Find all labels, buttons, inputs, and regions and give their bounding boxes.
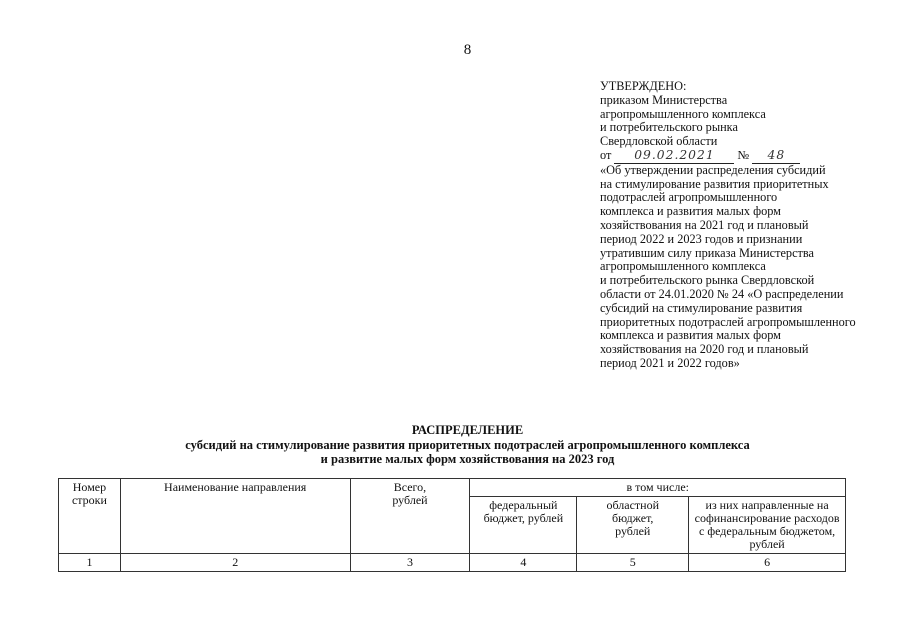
- index-cell: 2: [120, 554, 350, 572]
- handwritten-date: 09.02.2021: [614, 149, 734, 164]
- index-cell: 3: [350, 554, 470, 572]
- header-federal-budget: федеральный бюджет, рублей: [470, 497, 577, 554]
- approval-line: агропромышленного комплекса: [600, 106, 766, 121]
- decree-title-line: и потребительского рынка Свердловской: [600, 273, 815, 288]
- header-cofinancing: из них направленные на софинансирование расходов с федеральным бюджетом, рублей: [689, 497, 846, 554]
- distribution-table: [58, 478, 846, 572]
- document-subtitle-line-2: и развитие малых форм хозяйствования на 2023 год: [320, 452, 615, 466]
- document-title: РАСПРЕДЕЛЕНИЕ: [411, 423, 524, 437]
- header-row-number: Номер строки: [59, 479, 121, 554]
- decree-title-line: хозяйствования на 2020 год и плановый: [600, 342, 809, 357]
- header-including: в том числе:: [470, 479, 846, 497]
- decree-title-line: на стимулирование развития приоритетных: [600, 176, 829, 191]
- decree-title-line: приоритетных подотраслей агропромышленного: [600, 314, 856, 329]
- approval-line: приказом Министерства: [600, 92, 728, 107]
- index-cell: 4: [470, 554, 577, 572]
- index-cell: 1: [59, 554, 121, 572]
- approval-date-line: [600, 149, 890, 164]
- decree-title-line: хозяйствования на 2021 год и плановый: [600, 217, 809, 232]
- table-header-row: [59, 479, 846, 497]
- decree-title-line: утратившим силу приказа Министерства: [600, 245, 815, 260]
- approval-line: Свердловской области: [600, 134, 718, 149]
- decree-title-line: период 2022 и 2023 годов и признании: [600, 231, 803, 246]
- index-cell: 6: [689, 554, 846, 572]
- number-prefix: №: [737, 147, 750, 162]
- document-subtitle-line-1: субсидий на стимулирование развития приоритетных подотраслей агропромышленного комплекса: [185, 438, 750, 452]
- handwritten-number: 48: [752, 149, 800, 164]
- decree-title-line: агропромышленного комплекса: [600, 259, 766, 274]
- decree-title-line: период 2021 и 2022 годов»: [600, 355, 740, 370]
- header-regional-budget: областной бюджет, рублей: [577, 497, 689, 554]
- index-cell: 5: [577, 554, 689, 572]
- approval-line: и потребительского рынка: [600, 120, 738, 135]
- header-direction-name: Наименование направления: [120, 479, 350, 554]
- decree-title-line: «Об утверждении распределения субсидий: [600, 162, 826, 177]
- date-prefix: от: [600, 147, 612, 162]
- decree-title-line: подотраслей агропромышленного: [600, 190, 778, 205]
- table-row: [59, 554, 846, 572]
- approval-block: [600, 80, 890, 371]
- approval-label: УТВЕРЖДЕНО:: [600, 79, 687, 93]
- decree-title-line: комплекса и развития малых форм: [600, 328, 781, 343]
- header-total: Всего, рублей: [350, 479, 470, 554]
- decree-title-line: области от 24.01.2020 № 24 «О распределении: [600, 286, 844, 301]
- page-number: 8: [463, 42, 472, 58]
- decree-title-line: комплекса и развития малых форм: [600, 204, 781, 219]
- decree-title-line: субсидий на стимулирование развития: [600, 300, 803, 315]
